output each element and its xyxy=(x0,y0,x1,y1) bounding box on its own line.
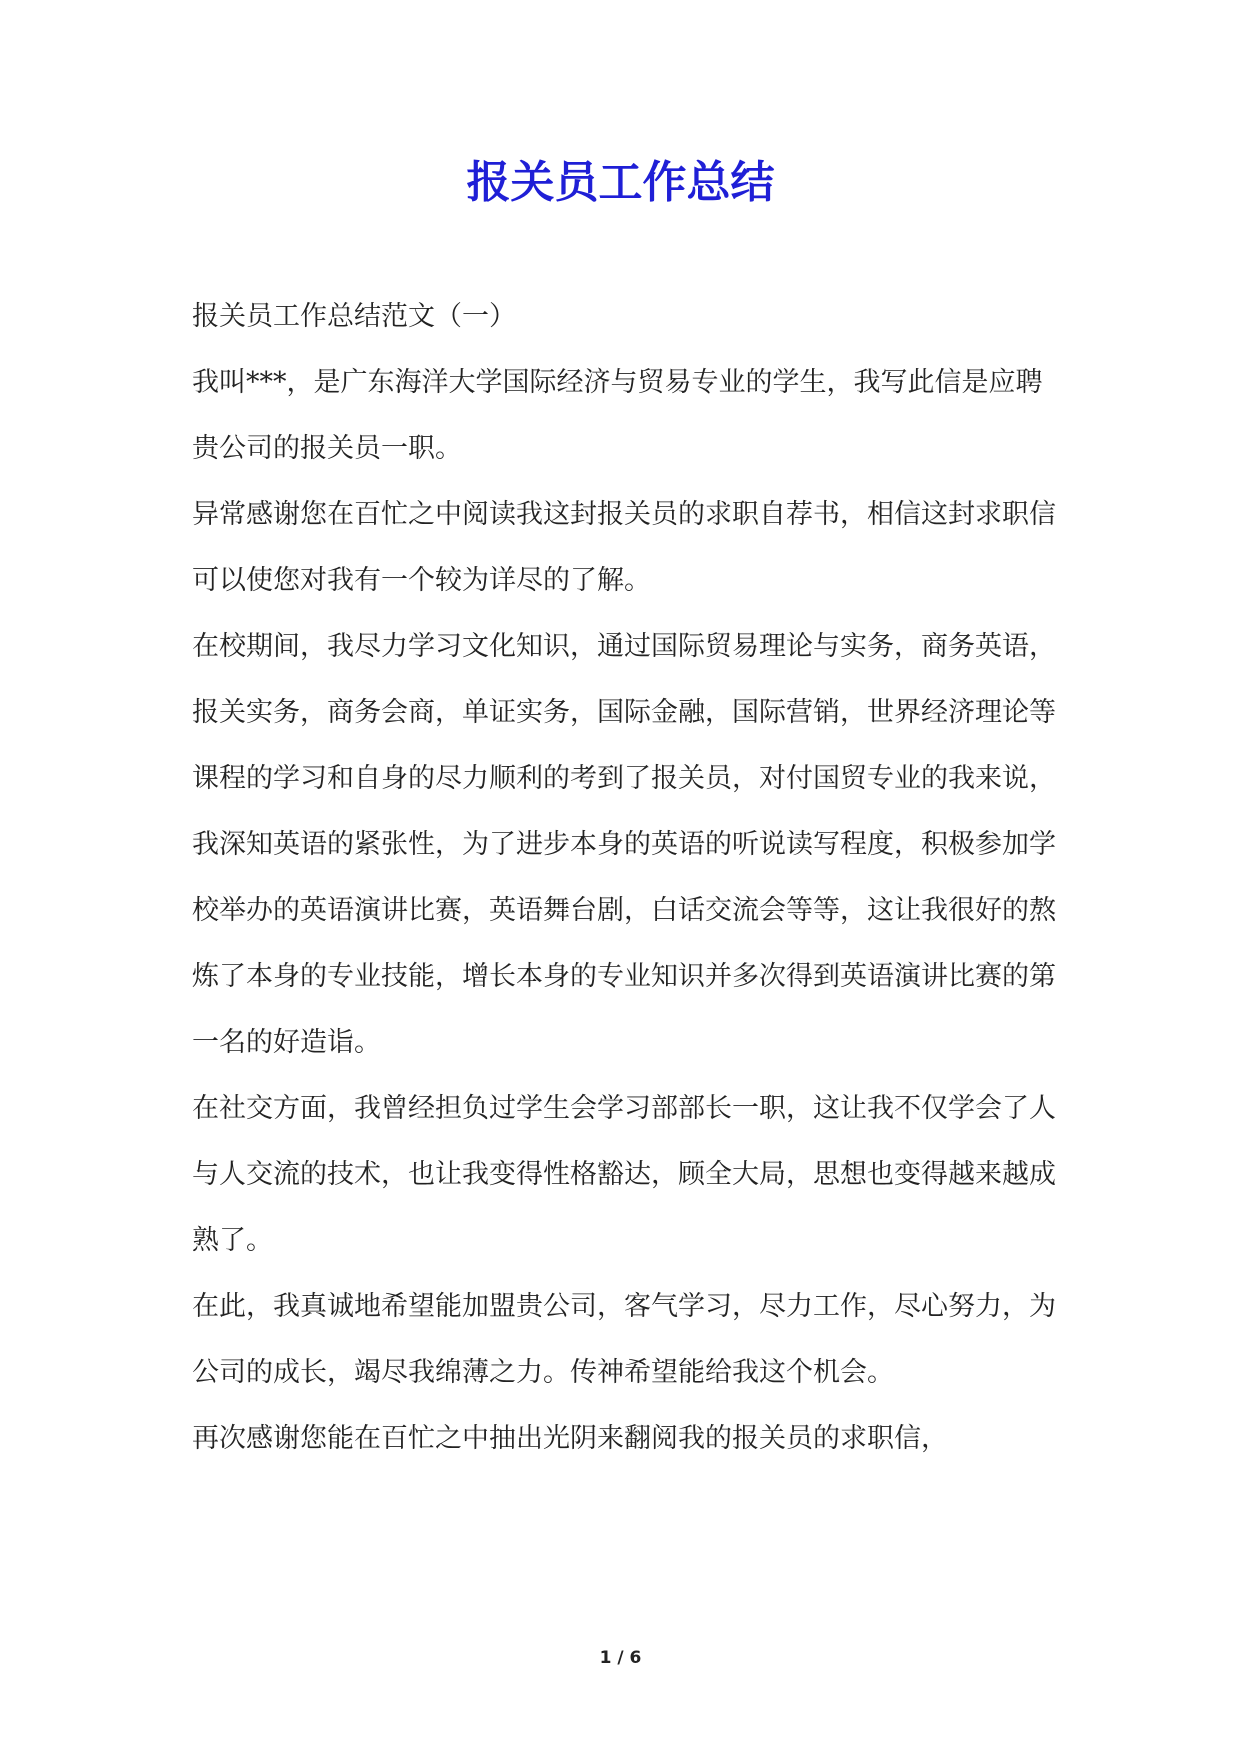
paragraph-heading: 报关员工作总结范文（一） xyxy=(192,301,516,332)
document-title: 报关员工作总结 xyxy=(466,157,775,208)
page-number: 1 / 6 xyxy=(599,1648,642,1668)
document-body xyxy=(192,284,1060,1472)
paragraph-hope: 在此，我真诚地希望能加盟贵公司，客气学习，尽力工作，尽心努力，为公司的成长，竭尽我绵薄之力。传神希望能给我这个机会。 xyxy=(192,1291,1056,1388)
paragraph-thanks: 异常感谢您在百忙之中阅读我这封报关员的求职自荐书，相信这封求职信可以使您对我有一个较为详尽的了解。 xyxy=(192,499,1056,596)
paragraph-social: 在社交方面，我曾经担负过学生会学习部部长一职，这让我不仅学会了人与人交流的技术，也让我变得性格豁达，顾全大局，思想也变得越来越成熟了。 xyxy=(192,1093,1056,1256)
paragraph-intro: 我叫***，是广东海洋大学国际经济与贸易专业的学生，我写此信是应聘贵公司的报关员一职。 xyxy=(192,367,1043,464)
paragraph-closing: 再次感谢您能在百忙之中抽出光阴来翻阅我的报关员的求职信， xyxy=(192,1423,948,1454)
paragraph-study: 在校期间，我尽力学习文化知识，通过国际贸易理论与实务，商务英语，报关实务，商务会商，单证实务，国际金融，国际营销，世界经济理论等课程的学习和自身的尽力顺利的考到了报关员，对付国贸专业的我来说，我深知英语的紧张性，为了进步本身的英语的听说读写程度，积极参加学校举办的英语演讲比赛，英语舞台剧，白话交流会等等，这让我很好的熬炼了本身的专业技能，增长本身的专业知识并多次得到英语演讲比赛的第一名的好造诣。 xyxy=(192,631,1056,1058)
